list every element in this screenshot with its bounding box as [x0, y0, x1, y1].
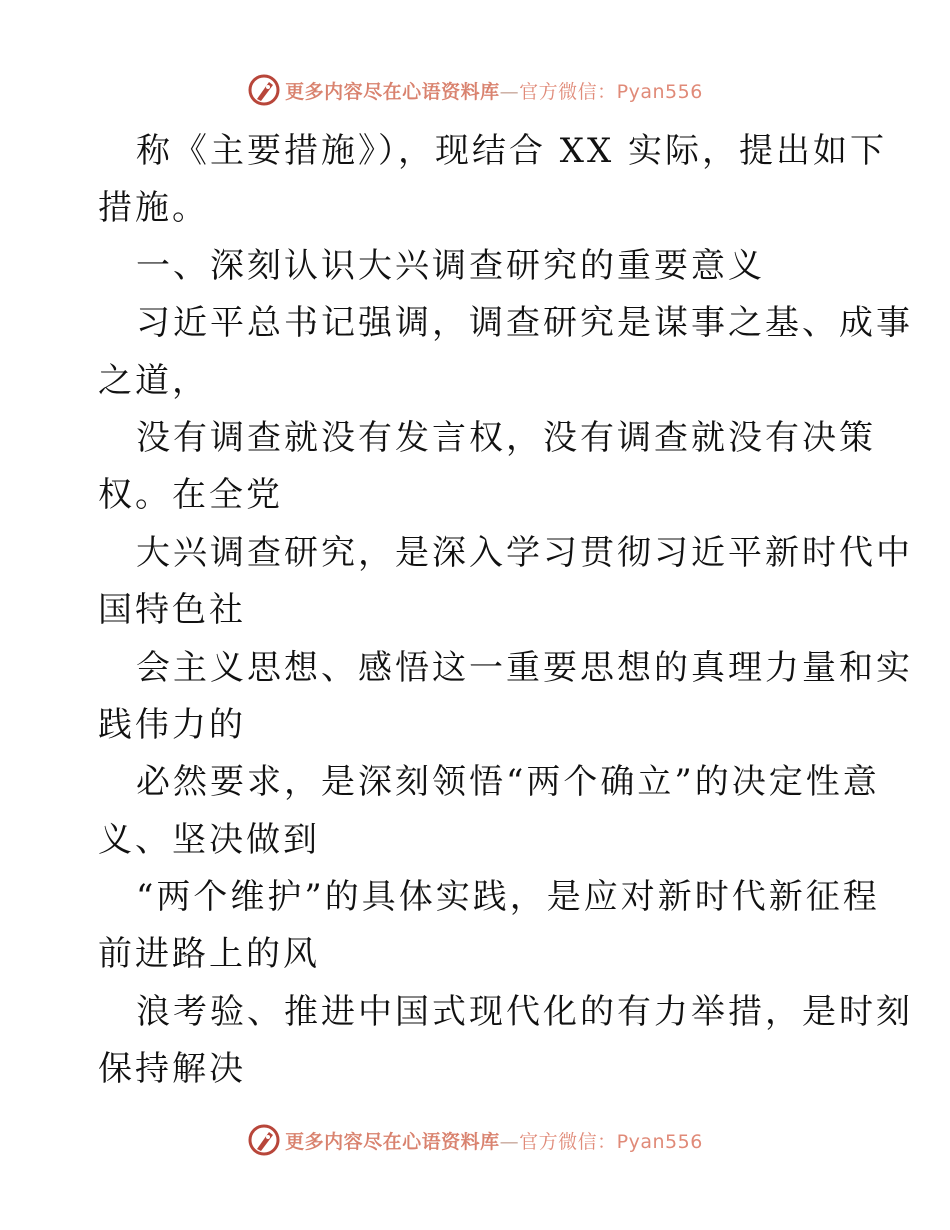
- text-line: 之道，: [98, 360, 209, 401]
- banner-separator: —: [499, 1130, 520, 1153]
- banner-brand-text: 更多内容尽在心语资料库: [285, 1130, 500, 1153]
- text-line: 会主义思想、感悟这一重要思想的真理力量和实: [136, 647, 913, 688]
- text-line: 前进路上的风: [98, 934, 320, 975]
- text-line: 践伟力的: [98, 704, 246, 745]
- pen-nib-circle-icon: [247, 1123, 281, 1157]
- text-line: “两个维护”的具体实践，是应对新时代新征程: [136, 877, 880, 918]
- text-line: 一、深刻认识大兴调查研究的重要意义: [136, 245, 765, 286]
- banner-wechat-text: 官方微信：Pyan556: [519, 1130, 703, 1153]
- banner-separator: —: [499, 80, 520, 103]
- footer-watermark-banner: [0, 1120, 950, 1160]
- header-watermark-banner: [0, 70, 950, 110]
- text-line: 浪考验、推进中国式现代化的有力举措，是时刻: [136, 991, 913, 1032]
- banner-brand-text: 更多内容尽在心语资料库: [285, 80, 500, 103]
- text-line: 必然要求，是深刻领悟“两个确立”的决定性意: [136, 762, 880, 803]
- pen-nib-circle-icon: [247, 73, 281, 107]
- text-line: 习近平总书记强调，调查研究是谋事之基、成事: [136, 303, 913, 344]
- text-line: 保持解决: [98, 1049, 246, 1090]
- text-line: 义、坚决做到: [98, 819, 320, 860]
- text-line: 没有调查就没有发言权，没有调查就没有决策: [136, 417, 876, 458]
- text-line: 国特色社: [98, 590, 246, 631]
- document-body: [98, 123, 913, 1099]
- banner-wechat-text: 官方微信：Pyan556: [519, 80, 703, 103]
- text-line: 措施。: [98, 188, 209, 229]
- text-line: 大兴调查研究，是深入学习贯彻习近平新时代中: [136, 532, 913, 573]
- text-line: 称《主要措施》），现结合 XX 实际，提出如下: [136, 131, 888, 171]
- text-line: 权。在全党: [98, 475, 283, 516]
